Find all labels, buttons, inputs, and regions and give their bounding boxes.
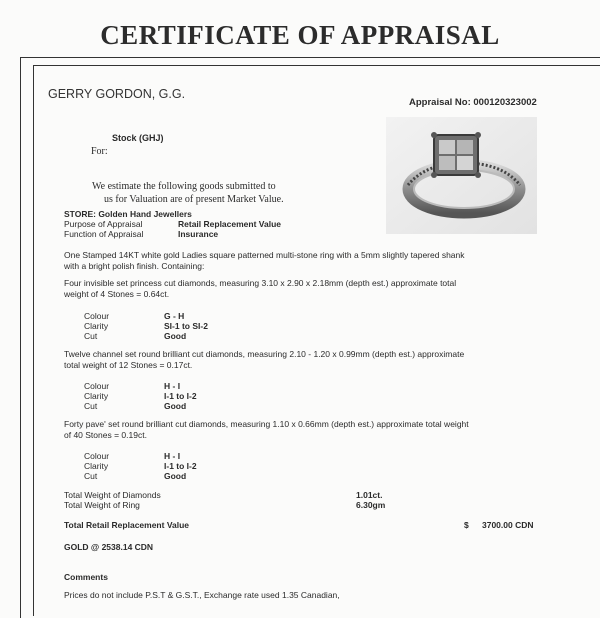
comments-text: Prices do not include P.S.T & G.S.T., Exchange rate used 1.35 Canadian,: [64, 590, 340, 600]
stone-group-1-line-2: weight of 4 Stones = 0.64ct.: [64, 289, 170, 299]
purpose-label: Purpose of Appraisal: [64, 219, 143, 229]
total-ring-label: Total Weight of Ring: [64, 500, 140, 510]
cut-value: Good: [164, 331, 187, 341]
stone-group-2-line-1: Twelve channel set round brilliant cut diamonds, measuring 2.10 - 1.20 x 0.99mm (depth est.) approximate: [64, 349, 465, 359]
cut-label: Cut: [84, 401, 98, 411]
ring-photo: [386, 117, 537, 234]
stone-group-2-description: [64, 349, 504, 371]
stone-group-3-line-2: of 40 Stones = 0.19ct.: [64, 430, 147, 440]
clarity-label: Clarity: [84, 461, 109, 471]
valuation-line-1: We estimate the following goods submitted to: [92, 181, 276, 192]
appraisal-number: Appraisal No: 000120323002: [409, 97, 537, 108]
store-name: STORE: Golden Hand Jewellers: [64, 209, 192, 219]
colour-value: G - H: [164, 311, 185, 321]
stone-group-2-line-2: total weight of 12 Stones = 0.17ct.: [64, 360, 193, 370]
cut-value: Good: [164, 401, 187, 411]
colour-label: Colour: [84, 381, 110, 391]
valuation-line-2: us for Valuation are of present Market Value.: [104, 194, 284, 205]
total-retail-value: 3700.00 CDN: [482, 520, 534, 530]
total-ring-value: 6.30gm: [356, 500, 386, 510]
stock-code: Stock (GHJ): [112, 133, 164, 143]
stone-group-1-line-1: Four invisible set princess cut diamonds, measuring 3.10 x 2.90 x 2.18mm (depth est.) approximate total: [64, 278, 457, 288]
purpose-value: Retail Replacement Value: [178, 219, 281, 229]
valuation-statement: [92, 180, 312, 206]
cut-label: Cut: [84, 331, 98, 341]
colour-label: Colour: [84, 451, 110, 461]
clarity-value: I-1 to I-2: [164, 391, 197, 401]
appraiser-name: GERRY GORDON, G.G.: [48, 87, 186, 101]
total-diamonds-value: 1.01ct.: [356, 490, 383, 500]
description-line-1: One Stamped 14KT white gold Ladies square patterned multi-stone ring with a 5mm slightly tapered shank: [64, 250, 465, 260]
colour-value: H - I: [164, 451, 181, 461]
colour-value: H - I: [164, 381, 181, 391]
item-description: [64, 250, 504, 272]
clarity-label: Clarity: [84, 321, 109, 331]
stone-group-3-description: [64, 419, 504, 441]
comments-heading: Comments: [64, 572, 108, 582]
total-retail-currency: $: [464, 520, 469, 530]
clarity-value: I-1 to I-2: [164, 461, 197, 471]
clarity-label: Clarity: [84, 391, 109, 401]
cut-label: Cut: [84, 471, 98, 481]
stone-group-3-line-1: Forty pave' set round brilliant cut diamonds, measuring 1.10 x 0.66mm (depth est.) approximate total weight: [64, 419, 469, 429]
cut-value: Good: [164, 471, 187, 481]
total-retail-label: Total Retail Replacement Value: [64, 520, 190, 530]
description-line-2: with a bright polish finish. Containing:: [64, 261, 205, 271]
total-diamonds-label: Total Weight of Diamonds: [64, 490, 161, 500]
colour-label: Colour: [84, 311, 110, 321]
function-value: Insurance: [178, 229, 219, 239]
function-label: Function of Appraisal: [64, 229, 144, 239]
stone-group-1-description: [64, 278, 504, 300]
certificate-title: CERTIFICATE OF APPRAISAL: [100, 20, 500, 50]
gold-price: GOLD @ 2538.14 CDN: [64, 542, 154, 552]
for-label: For:: [91, 146, 108, 157]
clarity-value: SI-1 to SI-2: [164, 321, 208, 331]
